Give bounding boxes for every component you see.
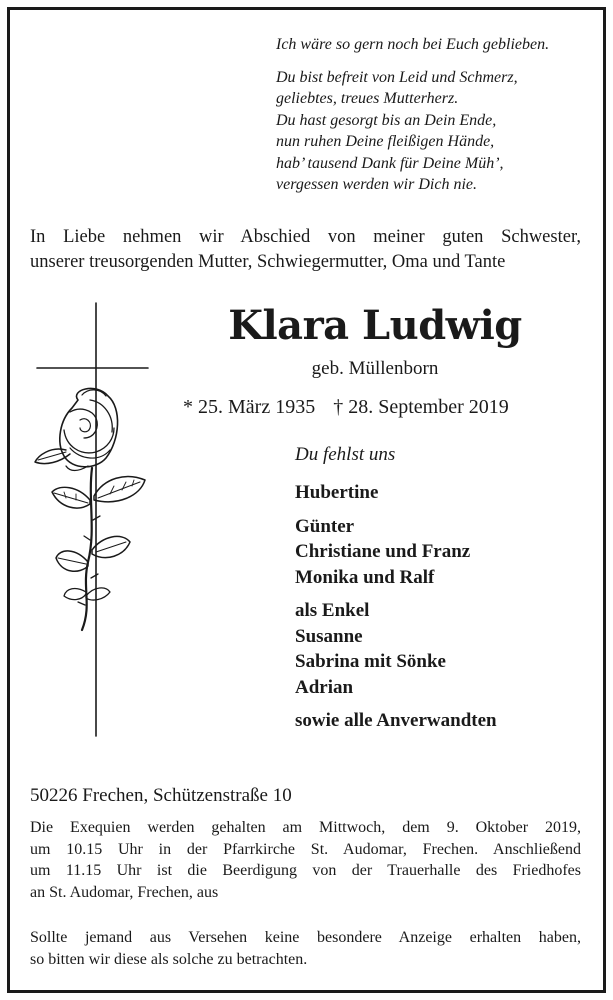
poem-line: Du hast gesorgt bis an Dein Ende, <box>276 111 497 129</box>
poem <box>276 34 596 196</box>
deceased-name: Klara Ludwig <box>228 302 522 349</box>
birth-date: * 25. März 1935 <box>183 396 316 418</box>
life-dates <box>183 393 583 421</box>
mourner-name: Monika und Ralf <box>295 566 435 588</box>
farewell-intro <box>30 225 581 275</box>
intro-line: In Liebe nehmen wir Abschied von meiner guten Schwester, <box>30 227 581 247</box>
funeral-line: Die Exequien werden gehalten am Mittwoch, dem 9. Oktober 2019, <box>30 819 581 836</box>
poem-line: geliebtes, treues Mutterherz. <box>276 90 459 107</box>
poem-line: hab’ tausend Dank für Deine Müh’, <box>276 154 504 172</box>
mourner-name: als Enkel <box>295 600 370 621</box>
notice-line: Sollte jemand aus Versehen keine besondere Anzeige erhalten haben, <box>30 929 581 946</box>
birth-name: geb. Müllenborn <box>311 358 439 379</box>
death-date: † 28. September 2019 <box>333 396 509 418</box>
mourners-tagline: Du fehlst uns <box>295 444 396 465</box>
poem-line: Du bist befreit von Leid und Schmerz, <box>276 68 518 86</box>
mourner-name: sowie alle Anverwandten <box>295 710 497 731</box>
notice-line: so bitten wir diese als solche zu betrachten. <box>30 950 308 968</box>
cross-and-rose-icon <box>30 300 160 740</box>
poem-line: vergessen werden wir Dich nie. <box>276 176 477 193</box>
mourner-address: 50226 Frechen, Schützenstraße 10 <box>30 785 292 806</box>
notice-text <box>30 927 581 970</box>
intro-line: unserer treusorgenden Mutter, Schwiegermutter, Oma und Tante <box>30 252 506 272</box>
funeral-line: um 10.15 Uhr in der Pfarrkirche St. Audomar, Frechen. Anschließend <box>30 840 581 858</box>
mourner-name: Christiane und Franz <box>295 541 471 562</box>
poem-first-line: Ich wäre so gern noch bei Euch geblieben. <box>276 36 550 53</box>
mourner-name: Sabrina mit Sönke <box>295 651 446 672</box>
mourner-name: Adrian <box>295 676 354 698</box>
funeral-details <box>30 817 581 903</box>
mourner-name: Hubertine <box>295 482 379 503</box>
funeral-line: um 11.15 Uhr ist die Beerdigung von der Trauerhalle des Friedhofes <box>30 862 581 879</box>
funeral-line: an St. Audomar, Frechen, aus <box>30 883 219 901</box>
poem-line: nun ruhen Deine fleißigen Hände, <box>276 133 495 150</box>
mourner-name: Susanne <box>295 625 363 647</box>
mourners-list <box>295 480 595 734</box>
mourner-name: Günter <box>295 515 355 537</box>
